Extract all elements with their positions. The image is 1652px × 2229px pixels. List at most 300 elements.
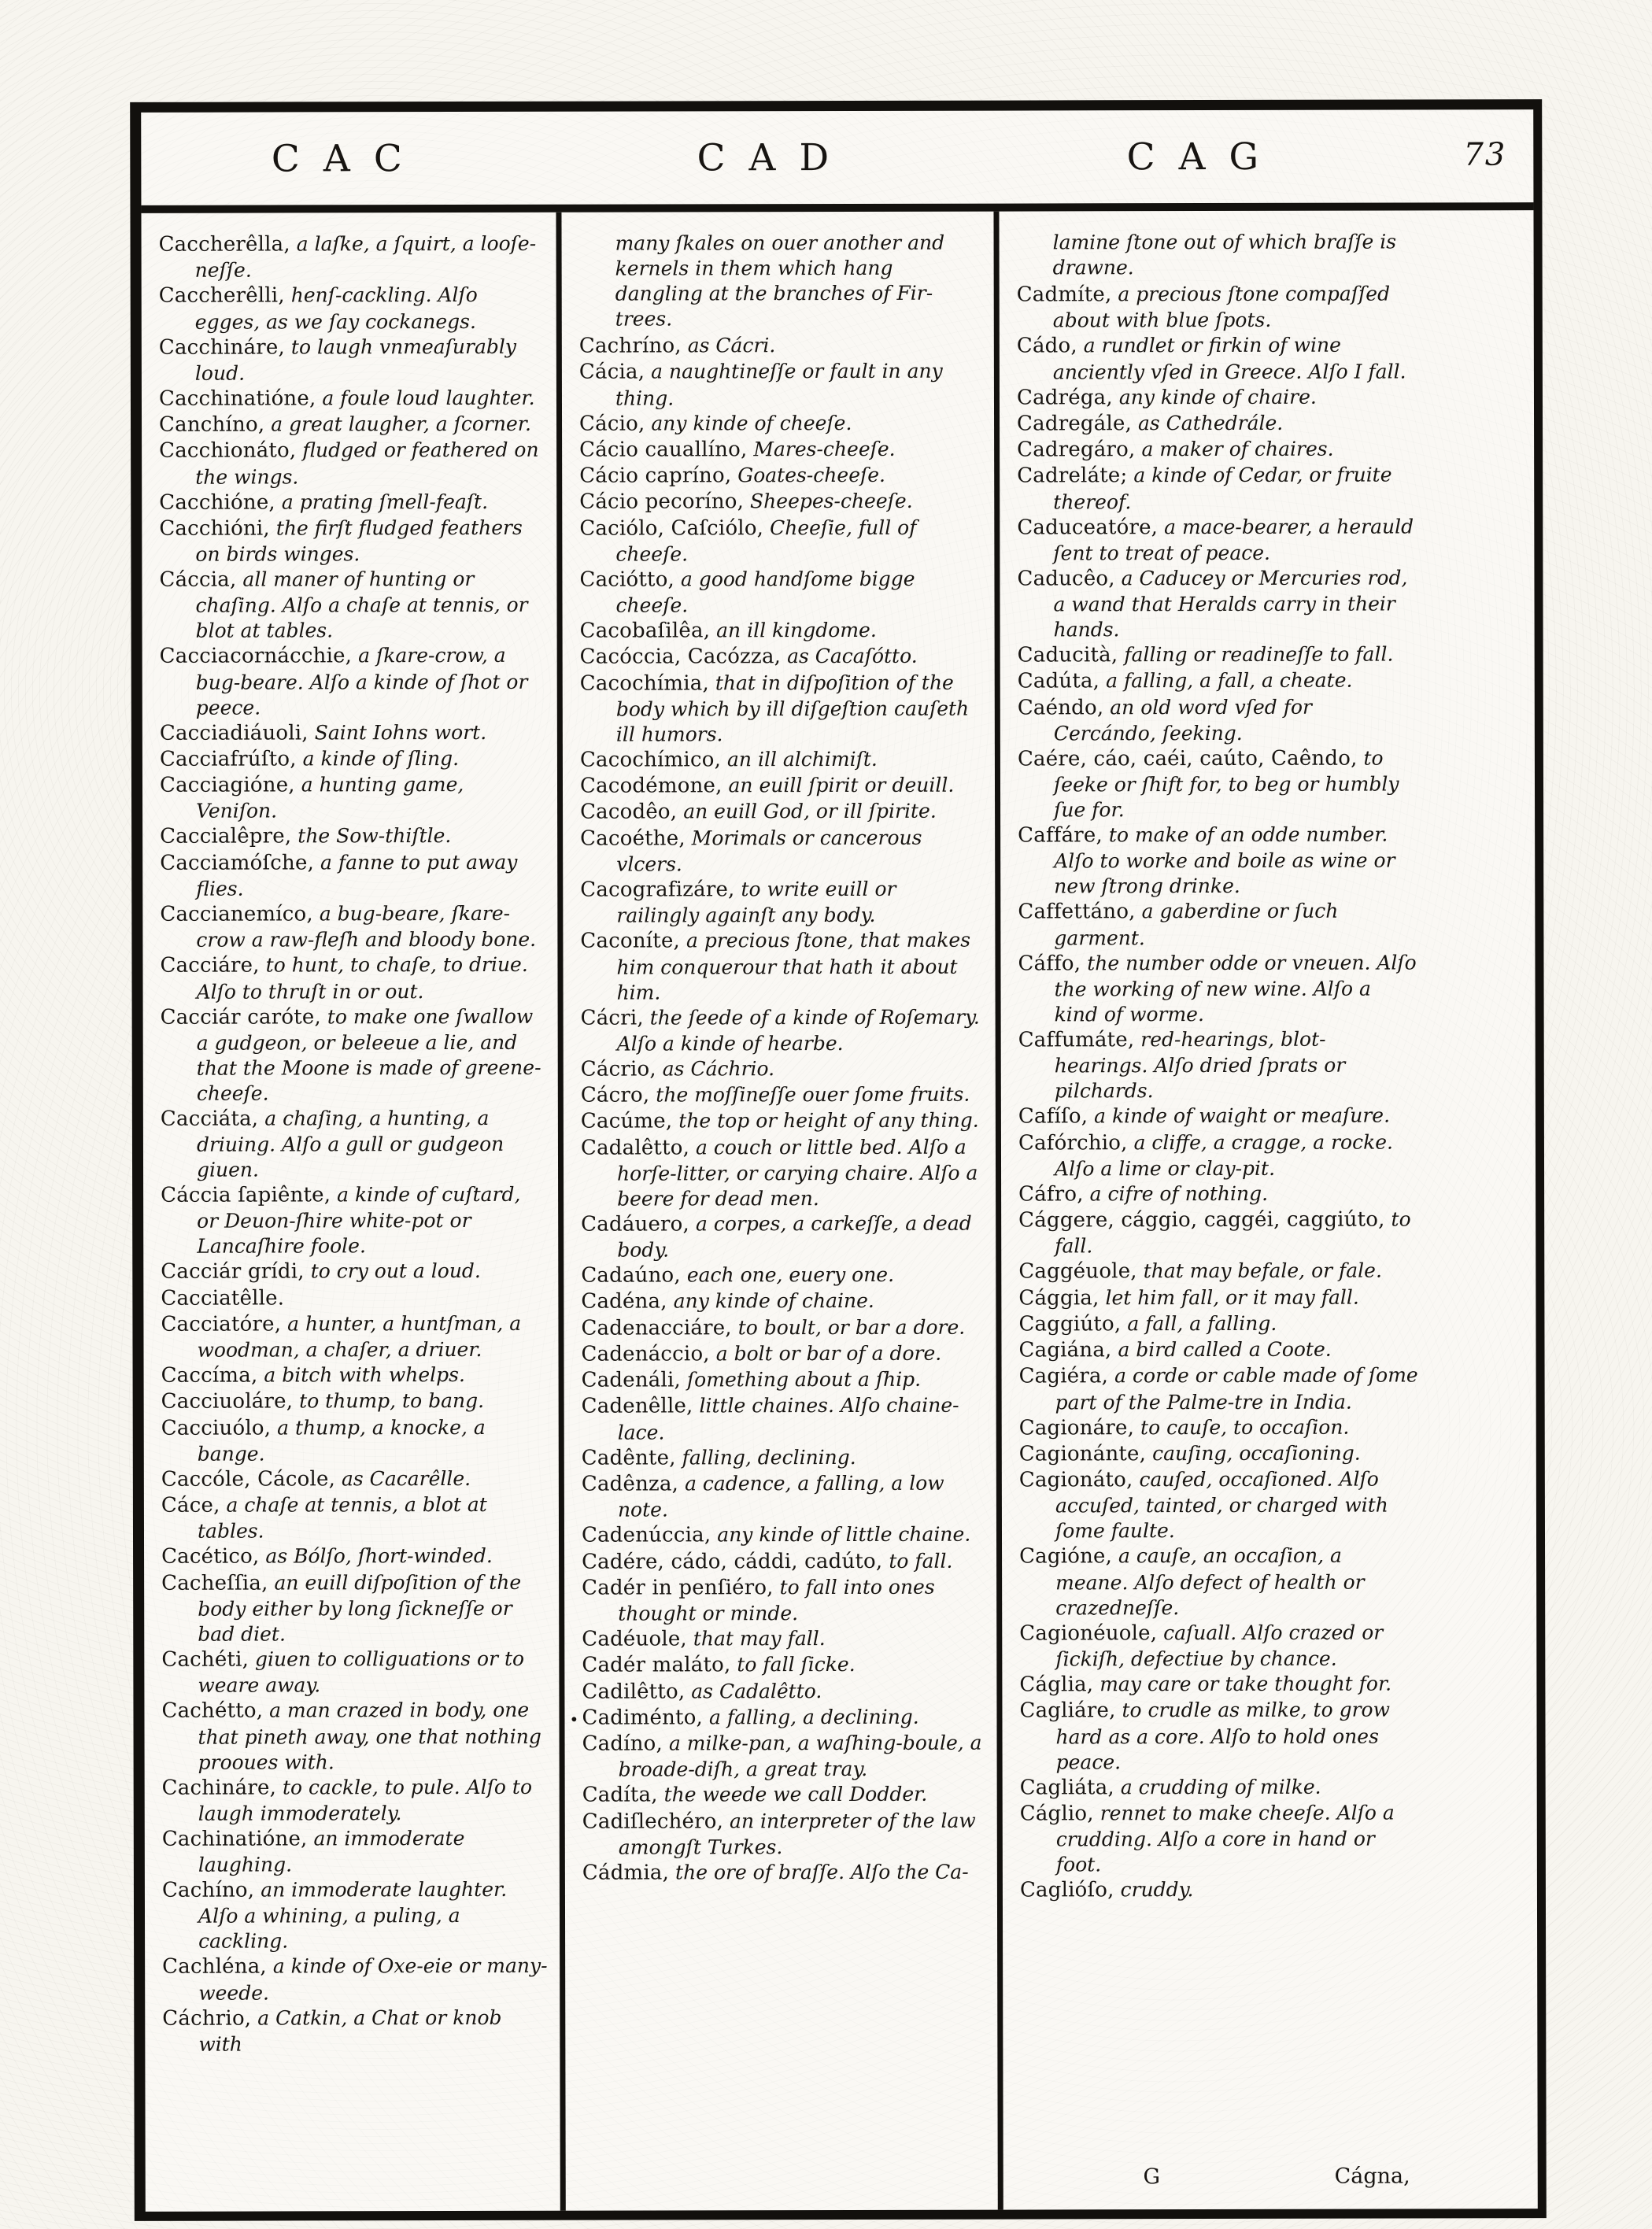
dictionary-entry bbox=[159, 231, 545, 283]
entry-headword: Cadér in penſiéro, bbox=[582, 1575, 774, 1600]
dictionary-entry bbox=[1018, 822, 1418, 900]
entry-definition: falling, declining. bbox=[682, 1445, 856, 1469]
entry-headword: Cagiéra, bbox=[1018, 1364, 1109, 1388]
dictionary-entry bbox=[160, 643, 546, 720]
dictionary-entry bbox=[1018, 1310, 1419, 1337]
entry-headword: Cáchrio, bbox=[162, 2006, 252, 2031]
entry-definition: a maker of chaires. bbox=[1141, 437, 1334, 461]
entry-headword: Cacoéthe, bbox=[580, 826, 686, 851]
entry-headword: Cagionáto, bbox=[1018, 1468, 1133, 1492]
entry-definition: rennet to make cheeſe. Alſo a crudding. Alſo a core in hand or foot. bbox=[1055, 1801, 1395, 1876]
entry-definition: a fall, a falling. bbox=[1127, 1311, 1277, 1336]
entry-headword: Cacchináre, bbox=[158, 335, 285, 360]
entry-headword: Cáglia, bbox=[1019, 1673, 1094, 1697]
entry-headword: Cadáuero, bbox=[581, 1212, 690, 1236]
entry-headword: Cachinatióne, bbox=[161, 1827, 308, 1851]
dictionary-entry bbox=[1018, 1337, 1419, 1364]
column-cag bbox=[993, 210, 1537, 2209]
entry-headword: Cadalêtto, bbox=[580, 1135, 690, 1160]
dictionary-entry bbox=[1018, 950, 1418, 1027]
entry-definition: a prating ſmell-feaſt. bbox=[281, 490, 489, 514]
entry-headword: Caglióſo, bbox=[1019, 1878, 1114, 1902]
entry-definition: cauſing, occaſioning. bbox=[1152, 1441, 1361, 1466]
entry-headword: Cácia, bbox=[578, 360, 645, 384]
dictionary-entry bbox=[1018, 668, 1418, 695]
dictionary-entry bbox=[581, 1082, 985, 1109]
dictionary-entry bbox=[582, 1367, 985, 1394]
entry-headword: Cadéuole, bbox=[582, 1627, 687, 1651]
dictionary-entry bbox=[159, 412, 545, 438]
entry-headword: Cadíta, bbox=[582, 1783, 658, 1808]
entry-definition: to hunt, to chaſe, to driue. Alſo to thruſt in or out. bbox=[196, 953, 528, 1004]
entry-definition: Saint Iohns wort. bbox=[314, 720, 487, 745]
entry-headword: Cacciafrúſto, bbox=[159, 747, 297, 771]
dictionary-entry bbox=[160, 901, 546, 953]
entry-definition: an euill diſpoſition of the body either by long ſickneſſe or bad diet. bbox=[198, 1570, 522, 1646]
entry-definition: the weede we call Dodder. bbox=[663, 1783, 928, 1806]
entry-definition: falling or readineſſe to fall. bbox=[1124, 642, 1394, 667]
dictionary-entry bbox=[161, 1543, 548, 1570]
entry-definition: Sheepes-cheeſe. bbox=[750, 490, 913, 513]
entry-definition: to fall ſicke. bbox=[737, 1653, 856, 1676]
dictionary-entry bbox=[579, 333, 983, 360]
dictionary-entry bbox=[582, 1808, 986, 1860]
entry-definition: a milke-pan, a waſhing-boule, a broade-diſh, a great tray. bbox=[618, 1731, 982, 1781]
entry-definition: a cadence, a falling, a low note. bbox=[617, 1471, 944, 1521]
dictionary-entry bbox=[160, 772, 546, 824]
dictionary-entry bbox=[580, 928, 984, 1005]
dictionary-entry bbox=[582, 1652, 985, 1679]
entry-definition: to fall. bbox=[1055, 1207, 1411, 1258]
dictionary-entry bbox=[581, 1341, 985, 1368]
entry-definition: the Sow-thiſtle. bbox=[298, 824, 452, 848]
entry-definition: a bitch with whelps. bbox=[264, 1363, 465, 1387]
dictionary-entry bbox=[582, 1678, 985, 1705]
entry-headword: Cacchionáto, bbox=[159, 438, 297, 464]
dictionary-entry bbox=[581, 1108, 985, 1135]
entry-definition: cauſed, occaſioned. Alſo accuſed, tainted, or charged with ſome faulte. bbox=[1055, 1467, 1388, 1543]
dictionary-entry bbox=[160, 952, 546, 1004]
entry-definition: as Cácri. bbox=[687, 334, 776, 357]
dictionary-entry bbox=[582, 1731, 986, 1783]
entry-headword: Cacciuólo, bbox=[161, 1416, 272, 1440]
entry-headword: Cáfro, bbox=[1018, 1182, 1084, 1207]
entry-definition: the ſeede of a kinde of Roſemary. Alſo a kinde of hearbe. bbox=[616, 1005, 980, 1055]
dictionary-entry bbox=[580, 825, 984, 877]
entry-headword: Caccialêpre, bbox=[160, 824, 292, 849]
dictionary-entry bbox=[582, 1626, 985, 1653]
entry-definition: as Cáchrio. bbox=[662, 1056, 775, 1081]
entry-definition: to cry out a loud. bbox=[310, 1259, 481, 1283]
entry-definition: a great laugher, a ſcorner. bbox=[271, 412, 531, 436]
entry-headword: Cácio capríno, bbox=[579, 464, 732, 488]
entry-definition: a chaſing, a hunting, a driuing. Alſo a gull or gudgeon giuen. bbox=[196, 1106, 504, 1181]
entry-headword: Caccóle, Cácole, bbox=[161, 1467, 336, 1492]
dictionary-entry bbox=[1019, 1363, 1420, 1415]
dictionary-entry bbox=[579, 463, 983, 490]
entry-headword: Cafíſo, bbox=[1018, 1104, 1088, 1129]
running-head bbox=[141, 109, 1533, 213]
entry-headword: Cacciár grídi, bbox=[161, 1259, 305, 1285]
entry-definition: to cauſe, to occaſion. bbox=[1140, 1415, 1350, 1439]
catchword: Cágna, bbox=[1334, 2164, 1410, 2189]
entry-headword: Cafórchio, bbox=[1018, 1130, 1128, 1155]
entry-definition: a naughtineſſe or fault in any thing. bbox=[615, 359, 943, 410]
dictionary-entry bbox=[161, 1466, 548, 1493]
entry-headword: Caducità, bbox=[1017, 643, 1118, 667]
entry-headword: Cadênza, bbox=[581, 1472, 679, 1496]
dictionary-entry bbox=[569, 1704, 985, 1731]
entry-headword: Cacodémone, bbox=[579, 774, 723, 798]
dictionary-entry bbox=[579, 489, 983, 516]
entry-definition: a fanne to put away flies. bbox=[196, 850, 518, 900]
entry-definition: an interpreter of the law amongſt Turkes. bbox=[618, 1809, 976, 1859]
dictionary-entry bbox=[1019, 1698, 1420, 1775]
entry-definition: to thump, to bang. bbox=[299, 1389, 485, 1413]
dictionary-entry bbox=[580, 644, 984, 671]
dictionary-entry bbox=[582, 1393, 985, 1445]
entry-headword: Cadênte, bbox=[581, 1446, 676, 1470]
entry-headword: Cacciagióne, bbox=[159, 773, 295, 797]
dictionary-entry bbox=[579, 566, 983, 618]
entry-headword: Caduceatóre, bbox=[1017, 515, 1159, 540]
dictionary-entry bbox=[160, 849, 546, 901]
entry-definition: a corde or cable made of ſome part of the Palme-tre in India. bbox=[1055, 1363, 1418, 1414]
entry-headword: Cácio, bbox=[579, 412, 645, 436]
entry-definition: a bird called a Coote. bbox=[1118, 1337, 1332, 1362]
entry-definition: an ill kingdome. bbox=[716, 619, 877, 642]
entry-definition: each one, euery one. bbox=[686, 1262, 895, 1287]
entry-definition: an immoderate laughing. bbox=[198, 1826, 465, 1876]
entry-definition: a couch or little bed. Alſo a horſe-litter, or carying chaire. Alſo a beere for dead men. bbox=[617, 1135, 978, 1211]
entry-definition: a laſke, a ſquirt, a looſe-neſſe. bbox=[194, 231, 537, 282]
entry-definition: a Catkin, a Chat or knob with bbox=[198, 2005, 502, 2056]
entry-headword: Cácro, bbox=[580, 1083, 650, 1107]
dictionary-entry bbox=[1020, 1800, 1421, 1877]
dictionary-entry bbox=[581, 1262, 985, 1289]
entry-headword: Cacciáta, bbox=[160, 1107, 259, 1131]
entry-definition: a kinde of ſling. bbox=[302, 746, 460, 771]
dictionary-entry bbox=[1018, 1129, 1419, 1181]
entry-definition: red-hearings, blot-hearings. Alſo dried ſprats or pilchards. bbox=[1054, 1027, 1346, 1103]
entry-headword: Caccherêlli, bbox=[158, 283, 285, 309]
dictionary-entry bbox=[580, 773, 984, 800]
entry-headword: Cággia, bbox=[1018, 1285, 1099, 1310]
entry-definition: that in diſpoſition of the body which by ill diſgeſtion cauſeth ill humors. bbox=[615, 671, 970, 746]
entry-definition: a chaſe at tennis, a blot at tables. bbox=[197, 1493, 487, 1543]
entry-definition: as Cacaſótto. bbox=[787, 645, 918, 668]
entry-headword: Caconíte, bbox=[580, 929, 681, 953]
entry-headword: Cadéna, bbox=[581, 1289, 667, 1314]
entry-headword: Cadmíte, bbox=[1016, 283, 1112, 307]
entry-headword: Cachétto, bbox=[161, 1699, 264, 1724]
dictionary-entry bbox=[1017, 410, 1417, 437]
entry-definition: a good handſome bigge cheeſe. bbox=[615, 567, 915, 617]
dictionary-entry bbox=[581, 1134, 985, 1211]
entry-definition: as Cadalêtto. bbox=[691, 1679, 822, 1702]
dictionary-entry bbox=[1018, 1026, 1419, 1103]
entry-headword: Cáccia ſapiênte, bbox=[161, 1183, 331, 1207]
entry-definition: as Cacarêlle. bbox=[341, 1466, 471, 1491]
dictionary-entry bbox=[161, 1698, 548, 1775]
dictionary-entry bbox=[579, 436, 983, 463]
entry-headword: Caffettáno, bbox=[1018, 900, 1136, 924]
entry-definition: a Caducey or Mercuries rod, a wand that Heralds carry in their hands. bbox=[1053, 566, 1408, 641]
dictionary-entry bbox=[582, 1444, 985, 1471]
entry-headword: Cacciuoláre, bbox=[161, 1389, 294, 1414]
entry-definition: a precious ſtone, that makes him conquerour that hath it about him. bbox=[616, 928, 971, 1004]
entry-definition: an euill ſpirit or deuill. bbox=[728, 773, 955, 797]
entry-definition: Cheeſie, full of cheeſe. bbox=[615, 516, 917, 566]
entry-headword: Cachríno, bbox=[578, 334, 682, 358]
entry-definition: to fall. bbox=[889, 1549, 953, 1573]
dictionary-entry bbox=[1018, 1285, 1419, 1311]
entry-definition: a gaberdine or ſuch garment. bbox=[1054, 900, 1339, 950]
entry-definition: the firſt fludged feathers on birds winges. bbox=[195, 516, 523, 566]
entry-headword: Cagionáre, bbox=[1018, 1415, 1135, 1440]
dictionary-entry bbox=[1018, 899, 1418, 951]
entry-headword: Cacchióne, bbox=[159, 490, 275, 515]
dictionary-entry bbox=[581, 1314, 985, 1341]
entry-definition: a hunter, a huntſman, a woodman, a chaſer, a driuer. bbox=[197, 1311, 522, 1362]
dictionary-entry bbox=[162, 1877, 549, 1954]
entry-headword: Cadilêtto, bbox=[582, 1679, 686, 1704]
dictionary-entry bbox=[1017, 463, 1417, 515]
dictionary-entry bbox=[159, 283, 545, 335]
dictionary-entry bbox=[1017, 281, 1417, 333]
entry-definition: a hunting game, Veniſon. bbox=[196, 773, 464, 823]
entry-definition: a thump, a knocke, a bange. bbox=[197, 1415, 486, 1466]
dictionary-entry bbox=[159, 386, 545, 412]
entry-definition: a foule loud laughter. bbox=[322, 386, 535, 410]
entry-definition: to make of an odde number. Alſo to worke and boile as wine or new ſtrong drinke. bbox=[1054, 822, 1395, 898]
entry-headword: Cadenêlle, bbox=[581, 1394, 693, 1419]
entry-headword: Cadregále, bbox=[1017, 412, 1133, 436]
entry-definition: to make one ſwallow a gudgeon, or beleeue a lie, and that the Moone is made of greene-cheeſe. bbox=[196, 1004, 541, 1105]
entry-headword: Caére, cáo, caéi, caúto, Caêndo, bbox=[1017, 746, 1358, 771]
entry-definition: a kinde of waight or meaſure. bbox=[1094, 1103, 1391, 1128]
dictionary-entry bbox=[161, 1362, 548, 1389]
entry-headword: Canchíno, bbox=[159, 412, 265, 437]
entry-headword: Caggéuole, bbox=[1018, 1259, 1137, 1284]
dictionary-entry bbox=[1018, 1207, 1419, 1259]
entry-headword: Cadére, cádo, cáddi, cadúto, bbox=[582, 1549, 883, 1574]
dictionary-entry bbox=[161, 1004, 547, 1106]
dictionary-entry bbox=[162, 1774, 549, 1826]
continuation-paragraph: many ſkales on ouer another and kernels in them which hang dangling at the branches of Fir-trees. bbox=[615, 231, 945, 331]
entry-definition: may care or take thought for. bbox=[1099, 1672, 1392, 1696]
dictionary-entry bbox=[580, 747, 984, 774]
entry-headword: Caggiúto, bbox=[1018, 1312, 1122, 1336]
entry-definition: that may befale, or fale. bbox=[1143, 1259, 1382, 1283]
dictionary-entry bbox=[159, 567, 545, 644]
entry-definition: a kinde of cuſtard, or Deuon-ſhire white-pot or Lancaſhire foole. bbox=[197, 1182, 521, 1259]
entry-definition: any kinde of cheeſe. bbox=[651, 411, 852, 435]
entry-headword: Cacheſſia, bbox=[161, 1571, 268, 1595]
entry-headword: Cadiſlechéro, bbox=[582, 1809, 724, 1834]
dictionary-entry bbox=[162, 1826, 549, 1878]
continuation-paragraph: lamine ſtone out of which braſſe is drawne. bbox=[1052, 230, 1397, 279]
entry-definition: an immoderate laughter. Alſo a whining, a puling, a cackling. bbox=[198, 1877, 508, 1954]
entry-definition: any kinde of chaire. bbox=[1118, 385, 1317, 408]
dictionary-entry bbox=[1019, 1671, 1420, 1698]
dictionary-entry bbox=[580, 618, 984, 645]
dictionary-entry bbox=[159, 438, 545, 490]
entry-definition: to ſeeke or ſhift for, to beg or humbly ſue for. bbox=[1053, 746, 1399, 822]
entry-definition: Morimals or cancerous vlcers. bbox=[616, 826, 922, 876]
entry-definition: henſ-cackling. Alſo egges, as we ſay cockanegs. bbox=[194, 283, 478, 334]
dictionary-entry bbox=[160, 719, 546, 746]
entry-headword: Cadréga, bbox=[1016, 385, 1113, 410]
dictionary-entry bbox=[579, 515, 983, 567]
dictionary-entry bbox=[160, 823, 546, 850]
entry-headword: Cággere, cággio, caggéi, caggiúto, bbox=[1018, 1207, 1385, 1233]
entry-headword: Cácri, bbox=[580, 1006, 644, 1030]
dictionary-entry bbox=[581, 1004, 985, 1056]
entry-definition: giuen to colliguations or to weare away. bbox=[198, 1647, 525, 1697]
entry-definition: Goates-cheeſe. bbox=[737, 463, 886, 487]
dictionary-entry bbox=[1018, 745, 1418, 822]
dictionary-entry bbox=[160, 746, 546, 773]
entry-definition: the moſſineſſe ouer ſome fruits. bbox=[656, 1082, 970, 1107]
dictionary-entry bbox=[581, 1288, 985, 1315]
dictionary-entry bbox=[1019, 1467, 1420, 1544]
dictionary-entry bbox=[159, 334, 545, 386]
entry-definition: the number odde or vneuen. Alſo the working of new wine. Alſo a kind of worme. bbox=[1054, 951, 1417, 1026]
entry-headword: Cagionéuole, bbox=[1019, 1621, 1158, 1646]
dictionary-entry bbox=[161, 1492, 548, 1544]
entry-definition: an ill alchimiſt. bbox=[726, 747, 878, 771]
entry-headword: Cacobaſilêa, bbox=[579, 619, 711, 643]
dictionary-entry bbox=[161, 1259, 547, 1285]
entry-headword: Cácio pecoríno, bbox=[579, 490, 745, 515]
entry-definition: a precious ſtone compaſſed about with blue ſpots. bbox=[1052, 282, 1391, 332]
dictionary-entry bbox=[582, 1522, 985, 1549]
footer-row bbox=[970, 2164, 1410, 2189]
entry-headword: Cacchióni, bbox=[159, 516, 270, 541]
dictionary-entry bbox=[161, 1414, 548, 1466]
entry-headword: Cadenacciáre, bbox=[581, 1315, 732, 1340]
dictionary-entry bbox=[159, 516, 545, 567]
column-cac bbox=[141, 213, 560, 2212]
entry-definition: a mace-bearer, a herauld ſent to treat of peace. bbox=[1053, 515, 1414, 565]
entry-headword: Cáglio, bbox=[1019, 1802, 1094, 1826]
entry-headword: Cadaúno, bbox=[581, 1263, 681, 1288]
entry-headword: Cacochímico, bbox=[579, 748, 722, 772]
entry-headword: Cachéti, bbox=[161, 1647, 249, 1672]
dictionary-entry bbox=[579, 410, 983, 437]
entry-headword: Caffáre, bbox=[1018, 823, 1103, 848]
dictionary-entry bbox=[1018, 642, 1418, 669]
dictionary-entry bbox=[161, 1311, 547, 1363]
entry-definition: as Bólſo, ſhort-winded. bbox=[265, 1544, 493, 1568]
dictionary-entry bbox=[580, 877, 984, 929]
dictionary-entry bbox=[161, 1182, 547, 1259]
entry-headword: Cacético, bbox=[161, 1544, 260, 1569]
page-frame bbox=[130, 99, 1547, 2221]
dictionary-entry bbox=[582, 1471, 985, 1523]
entry-headword: Cacúme, bbox=[580, 1109, 673, 1133]
entry-headword: Cáce, bbox=[161, 1493, 220, 1517]
entry-definition: a cifre of nothing. bbox=[1089, 1181, 1269, 1206]
entry-definition: little chaines. Alſo chaine-lace. bbox=[617, 1394, 959, 1444]
entry-definition: to write euill or railingly againſt any body. bbox=[616, 877, 896, 927]
entry-definition: to cackle, to pule. Alſo to laugh immoderately. bbox=[198, 1775, 533, 1825]
dictionary-entry bbox=[1019, 1543, 1420, 1621]
column-cad bbox=[556, 212, 997, 2211]
entry-definition: a cauſe, an occaſion, a meane. Alſo defect of health or crazedneſſe. bbox=[1055, 1544, 1365, 1620]
entry-definition: to boult, or bar a dore. bbox=[737, 1315, 966, 1339]
entry-headword: Cacciadiáuoli, bbox=[159, 721, 309, 745]
entry-definition: to crudle as milke, to grow hard as a core. Alſo to hold ones peace. bbox=[1055, 1698, 1391, 1773]
text-columns bbox=[141, 210, 1537, 2212]
dictionary-entry bbox=[1018, 1259, 1419, 1285]
dictionary-entry bbox=[162, 1954, 549, 2005]
entry-definition: fludged or feathered on the wings. bbox=[195, 438, 539, 489]
entry-definition: an old word vſed for Cercándo, ſeeking. bbox=[1053, 695, 1312, 745]
entry-definition: the ore of braſſe. Alſo the Ca- bbox=[675, 1860, 969, 1884]
entry-headword: Cadíno, bbox=[582, 1732, 663, 1756]
entry-headword: Caffumáte, bbox=[1018, 1028, 1135, 1052]
entry-headword: Cádmia, bbox=[582, 1861, 670, 1885]
entry-headword: Caccíma, bbox=[161, 1363, 258, 1388]
entry-headword: Cacciamóſche, bbox=[160, 851, 315, 875]
entry-definition: Mares-cheeſe. bbox=[753, 437, 896, 461]
entry-headword: Caciótto, bbox=[579, 567, 675, 592]
entry-headword: Cagliáta, bbox=[1019, 1775, 1114, 1800]
dictionary-entry bbox=[580, 670, 984, 747]
entry-headword: Cadreláte; bbox=[1017, 464, 1128, 488]
entry-definition: a falling, a declining. bbox=[708, 1705, 919, 1729]
entry-headword: Cádo, bbox=[1016, 334, 1077, 358]
dictionary-entry bbox=[582, 1782, 986, 1809]
entry-headword: Cacciacornácchie, bbox=[159, 644, 353, 669]
entry-definition: a bolt or bar of a dore. bbox=[715, 1341, 942, 1366]
entry-headword: Cacografizáre, bbox=[580, 878, 735, 902]
entry-definition: as Cathedrále. bbox=[1137, 411, 1284, 434]
entry-definition: a bug-beare, ſkare-crow a raw-fleſh and bloody bone. bbox=[196, 901, 537, 952]
entry-headword: Cáccia, bbox=[159, 567, 237, 592]
dictionary-entry bbox=[579, 359, 983, 411]
dictionary-entry bbox=[582, 1548, 985, 1575]
entry-headword: Cachináre, bbox=[161, 1775, 277, 1800]
entry-headword: Cacodêo, bbox=[580, 800, 678, 825]
dictionary-entry bbox=[582, 1574, 985, 1626]
entry-definition: any kinde of little chaine. bbox=[717, 1522, 971, 1547]
entry-headword: Cacciatóre, bbox=[161, 1312, 282, 1336]
entry-headword: Caccherêlla, bbox=[158, 232, 290, 257]
page-number: 73 bbox=[1463, 136, 1507, 173]
entry-headword: Cadenáccio, bbox=[581, 1342, 710, 1366]
gathering-signature: G bbox=[1143, 2164, 1161, 2190]
entry-headword: Cácrio, bbox=[580, 1057, 656, 1081]
dictionary-entry bbox=[161, 1388, 548, 1415]
entry-definition: the top or height of any thing. bbox=[678, 1108, 979, 1133]
dictionary-entry bbox=[1019, 1440, 1420, 1467]
dictionary-entry bbox=[581, 1211, 985, 1262]
dictionary-entry bbox=[1019, 1620, 1420, 1672]
entry-headword: Cadregáro, bbox=[1017, 438, 1136, 462]
section-heading-cac: CAC bbox=[271, 136, 426, 181]
entry-headword: Cagliáre, bbox=[1019, 1699, 1116, 1723]
entry-definition: to laugh vnmeaſurably loud. bbox=[194, 335, 516, 385]
entry-definition: that may fall. bbox=[693, 1627, 826, 1650]
dictionary-entry bbox=[1018, 1103, 1419, 1130]
entry-definition: an euill God, or ill ſpirite. bbox=[683, 800, 937, 823]
section-heading-cag: CAG bbox=[1126, 135, 1283, 179]
entry-headword: Cácio cauallíno, bbox=[579, 438, 748, 462]
entry-headword: Cadenúccia, bbox=[581, 1523, 711, 1547]
